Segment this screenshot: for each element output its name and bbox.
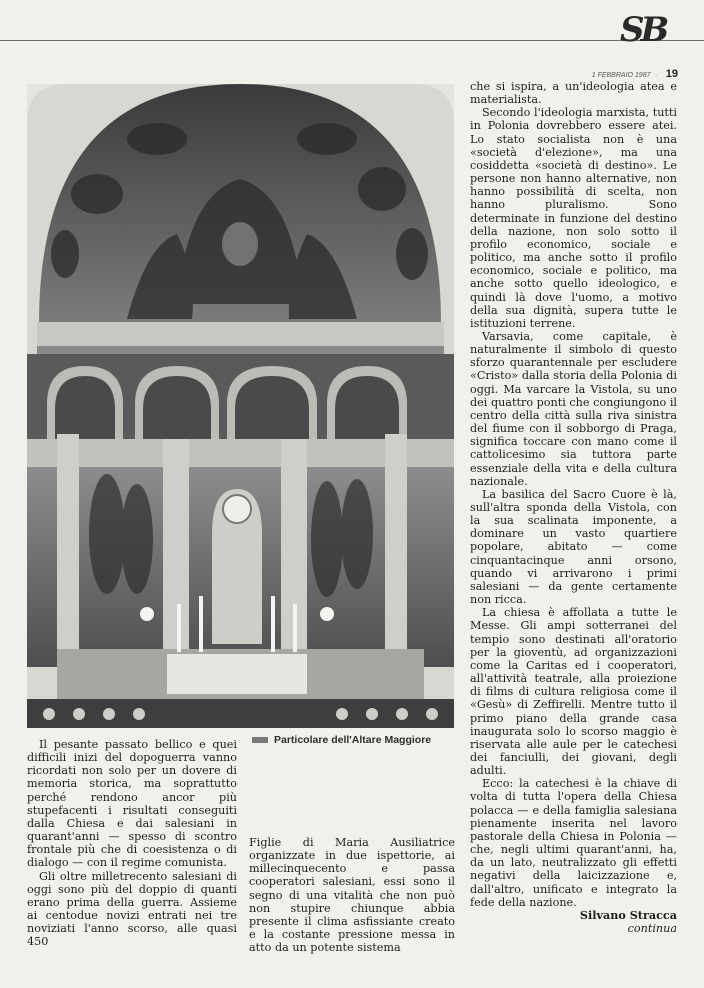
paragraph: Gli oltre milletrecento salesiani di oggi sono più del doppio di quanti erano prima della guerra. Assieme ai centodue novizi entrati nei tre noviziati l'anno scorso, alle quasi 450 [27, 869, 237, 949]
author-signature: Silvano Stracca [579, 907, 677, 922]
paragraph: Il pesante passato bellico e quei difficili inizi del dopoguerra vanno ricordati non solo per un dovere di memoria storica, ma soprattutto perché rendono ancor più stupefacenti i risultati conseguiti dalla Chiesa e dai salesiani in quarant'anni — spesso di scontro frontale più che di coesistenza o di dialogo — con il regime comunista. [27, 738, 237, 870]
paragraph: La basilica del Sacro Cuore è là, sull'altra sponda della Vistola, con la sua scalinata imponente, a dominare un vasto quartiere popolare, abitato — come cinquantacinque anni orsono, quando vi arrivarono i primi salesiani — da gente certamente non ricca. [470, 487, 677, 607]
paragraph: Varsavia, come capitale, è naturalmente il simbolo di questo sforzo quarantennale per escludere «Cristo» dalla storia della Polonia di oggi. Ma varcare la Vistola, su uno dei quattro ponti che congiungono il centro della città sulla riva sinistra del fiume con il sobborgo di Praga, significa toccare con mano come il cattolicesimo sia tuttora parte essenziale della vita e della cultura nazionale. [470, 329, 677, 488]
issue-date: 1 FEBBRAIO 1987 [591, 72, 651, 79]
page-number: 19 [665, 68, 678, 80]
continued-note: continua [627, 922, 677, 935]
article-column-right [470, 80, 677, 935]
header-rule [0, 40, 704, 41]
paragraph: che si ispira, a un'ideologia atea e materialista. [470, 80, 677, 107]
altar-photo [27, 84, 454, 728]
article-column-left [27, 738, 237, 949]
paragraph: Figlie di Maria Ausiliatrice organizzate in due ispettorie, ai millecinquecento e passa cooperatori salesiani, essi sono il segno di una vitalità che non può non stupire chiunque abbia presente il clima asfissiante creato e la costante pressione messa in atto da un potente sistema [249, 836, 455, 955]
photo-caption: Particolare dell'Altare Maggiore [252, 734, 462, 746]
caption-marker [252, 737, 268, 743]
magazine-logo: SB [620, 10, 666, 50]
article-column-middle [249, 836, 455, 954]
header-separator: · [654, 72, 658, 79]
paragraph: Secondo l'ideologia marxista, tutti in Polonia dovrebbero essere atei. Lo stato socialista non è una «società d'elezione», ma una cosiddetta «società di destino». Le persone non hanno alternative, non hanno possibilità di scelta, non hanno pluralismo. Sono determinate in funzione del destino della nazione, non solo sotto il profilo economico, sociale e politico, ma anche sotto il profilo economico, sociale e politico, ma anche sotto quello ideologico, e quindi là dove l'uomo, a motivo della sua dignità, supera tutte le istituzioni terrene. [470, 106, 677, 330]
paragraph: La chiesa è affollata a tutte le Messe. Gli ampi sotterranei del tempio sono destinati all'oratorio per la gioventù, ad organizzazioni come la Caritas ed i cooperatori, all'attività teatrale, alla proiezione di films di cultura religiosa come il «Gesù» di Zeffirelli. Mentre tutto il primo piano della grande casa inaugurata solo lo scorso maggio è riservata alle aule per le catechesi dei fanciulli, dei giovani, degli adulti. [470, 606, 677, 778]
paragraph: Ecco: la catechesi è la chiave di volta di tutta l'opera della Chiesa polacca — e della famiglia salesiana pienamente inserita nel lavoro pastorale della Chiesa in Polonia — che, negli ultimi quarant'anni, ha, da un lato, neutralizzato gli effetti negativi della laicizzazione e, dall'altro, unificato e integrato la fede della nazione. [470, 777, 677, 909]
